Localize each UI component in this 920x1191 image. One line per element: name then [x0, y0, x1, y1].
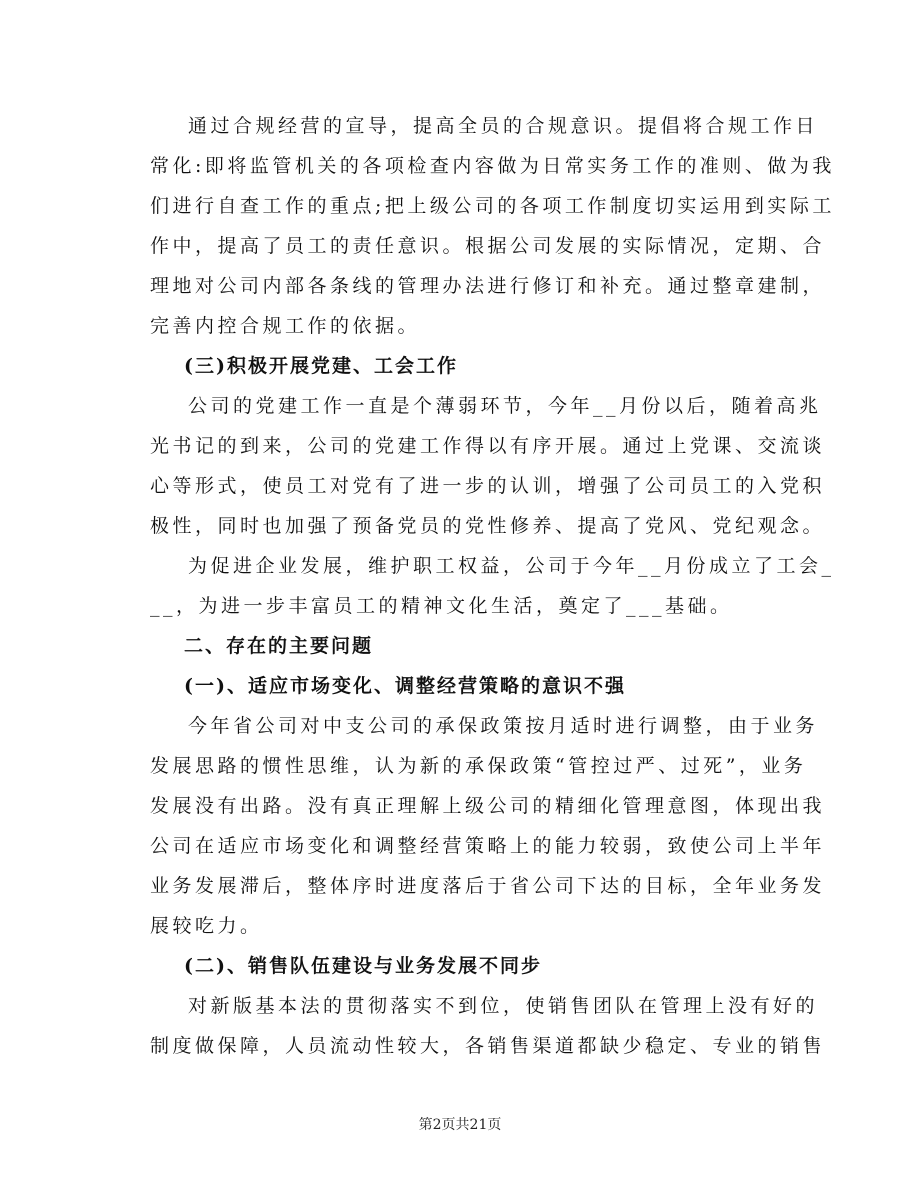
- text-line: 光书记的到来，公司的党建工作得以有序开展。通过上党课、交流谈: [150, 435, 826, 457]
- section-heading: [150, 346, 810, 386]
- text-line: 制度做保障，人员流动性较大，各销售渠道都缺少稳定、专业的销售: [150, 1035, 826, 1057]
- section-heading: [150, 946, 810, 986]
- text-line: 业务发展滞后，整体序时进度落后于省公司下达的目标，全年业务发: [150, 875, 826, 897]
- text-line: 公司在适应市场变化和调整经营策略上的能力较弱，致使公司上半年: [150, 835, 826, 857]
- text-line: (一)、适应市场变化、调整经营策略的意识不强: [184, 675, 626, 697]
- text-line: 发展思路的惯性思维，认为新的承保政策“管控过严、过死”，业务: [150, 755, 807, 777]
- document-body: [150, 106, 835, 1066]
- text-line: 公司的党建工作一直是个薄弱环节，今年__月份以后，随着高兆: [188, 395, 822, 417]
- text-line: 理地对公司内部各条线的管理办法进行修订和补充。通过整章建制，: [150, 275, 826, 297]
- section-heading: [150, 626, 810, 666]
- text-line: 心等形式，使员工对党有了进一步的认训，增强了公司员工的入党积: [150, 475, 826, 497]
- text-line: (三)积极开展党建、工会工作: [184, 355, 458, 377]
- paragraph: [150, 106, 835, 346]
- paragraph: [150, 706, 826, 946]
- text-line: 二、存在的主要问题: [184, 635, 374, 657]
- text-line: 通过合规经营的宣导，提高全员的合规意识。提倡将合规工作日: [188, 115, 819, 137]
- text-line: 完善内控合规工作的依据。: [150, 315, 421, 337]
- text-line: 们进行自查工作的重点;把上级公司的各项工作制度切实运用到实际工: [150, 195, 835, 217]
- section-heading: [150, 666, 810, 706]
- text-line: 对新版基本法的贯彻落实不到位，使销售团队在管理上没有好的: [188, 995, 819, 1017]
- text-line: 作中，提高了员工的责任意识。根据公司发展的实际情况，定期、合: [150, 235, 826, 257]
- text-line: 展较吃力。: [150, 915, 263, 937]
- text-line: 发展没有出路。没有真正理解上级公司的精细化管理意图，体现出我: [150, 795, 826, 817]
- paragraph: [150, 546, 835, 626]
- text-line: 今年省公司对中支公司的承保政策按月适时进行调整，由于业务: [188, 715, 819, 737]
- text-line: 常化:即将监管机关的各项检查内容做为日常实务工作的准则、做为我: [150, 155, 835, 177]
- paragraph: [150, 986, 826, 1066]
- text-line: (二)、销售队伍建设与业务发展不同步: [184, 955, 542, 977]
- text-line: 极性，同时也加强了预备党员的党性修养、提高了党风、党纪观念。: [150, 515, 826, 537]
- text-line: __，为进一步丰富员工的精神文化生活，奠定了___基础。: [150, 595, 733, 617]
- page-number: 第2页共21页: [418, 1117, 502, 1133]
- text-line: 为促进企业发展，维护职工权益，公司于今年__月份成立了工会_: [188, 555, 835, 577]
- paragraph: [150, 386, 826, 546]
